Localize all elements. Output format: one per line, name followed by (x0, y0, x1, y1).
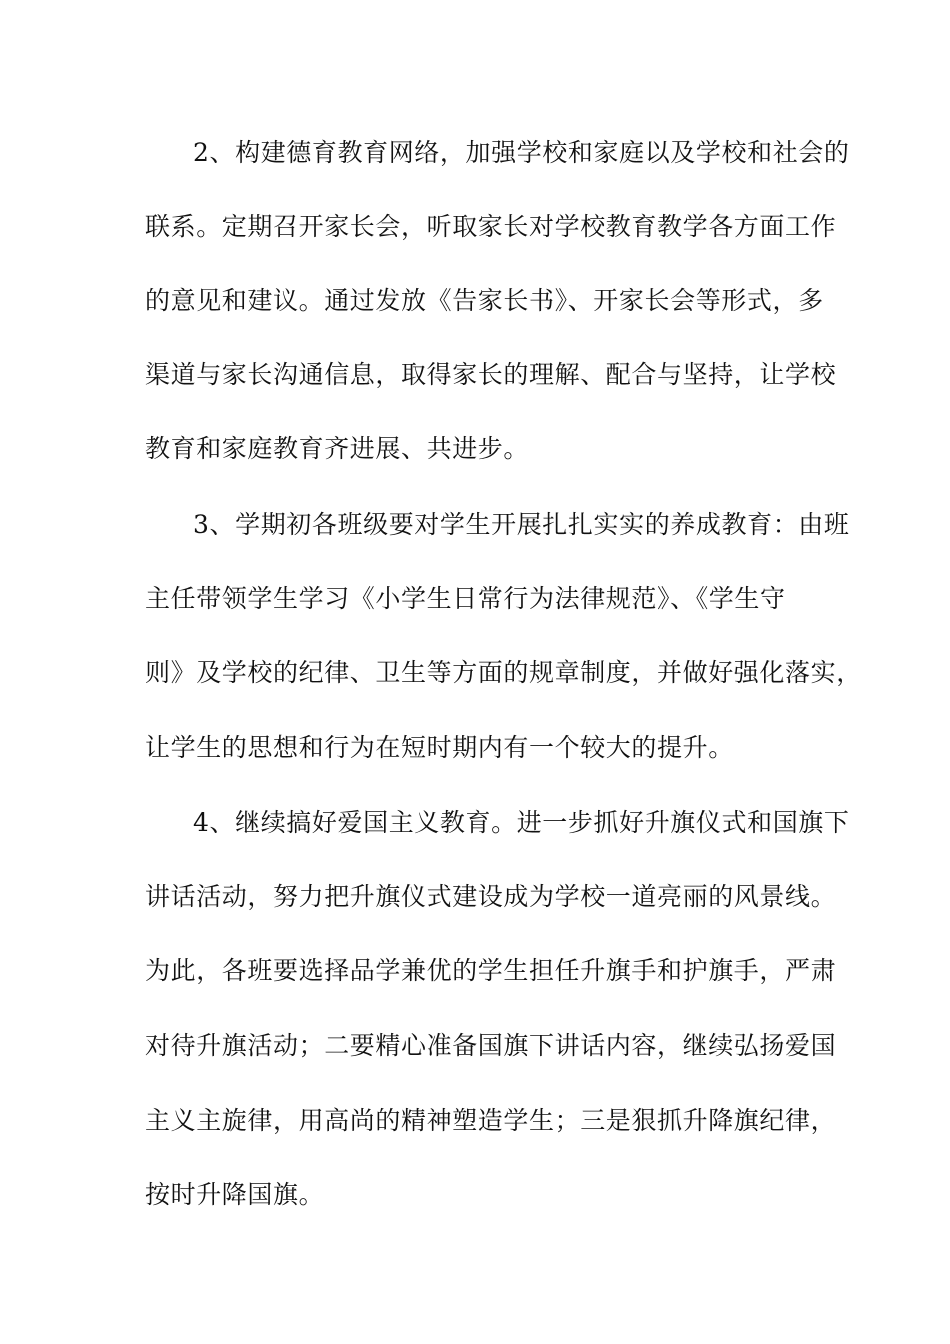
paragraph-3-line-2: 主任带领学生学习《小学生日常行为法律规范》、《学生守 (145, 584, 786, 613)
paragraph-4-line-6: 按时升降国旗。 (145, 1180, 325, 1209)
paragraph-2-line-2: 联系。定期召开家长会，听取家长对学校教育教学各方面工作 (145, 212, 837, 241)
paragraph-4-line-5: 主义主旋律，用高尚的精神塑造学生；三是狠抓升降旗纪律， (145, 1106, 837, 1135)
paragraph-4-line-2: 讲话活动，努力把升旗仪式建设成为学校一道亮丽的风景线。 (145, 882, 837, 911)
paragraph-4-line-4: 对待升旗活动；二要精心准备国旗下讲话内容，继续弘扬爱国 (145, 1031, 837, 1060)
paragraph-2-line-5: 教育和家庭教育齐进展、共进步。 (145, 434, 530, 463)
paragraph-2-line-4: 渠道与家长沟通信息，取得家长的理解、配合与坚持，让学校 (145, 360, 837, 389)
paragraph-4-line-1: 4、继续搞好爱国主义教育。进一步抓好升旗仪式和国旗下 (193, 808, 850, 837)
paragraph-3-line-4: 让学生的思想和行为在短时期内有一个较大的提升。 (145, 733, 734, 762)
paragraph-4-line-3: 为此，各班要选择品学兼优的学生担任升旗手和护旗手，严肃 (145, 956, 837, 985)
paragraph-3-line-1: 3、学期初各班级要对学生开展扎扎实实的养成教育：由班 (193, 510, 850, 539)
paragraph-2-line-1: 2、构建德育教育网络，加强学校和家庭以及学校和社会的 (193, 138, 850, 167)
paragraph-3-line-3: 则》及学校的纪律、卫生等方面的规章制度，并做好强化落实， (145, 658, 862, 687)
paragraph-2-line-3: 的意见和建议。通过发放《告家长书》、开家长会等形式，多 (145, 286, 824, 315)
